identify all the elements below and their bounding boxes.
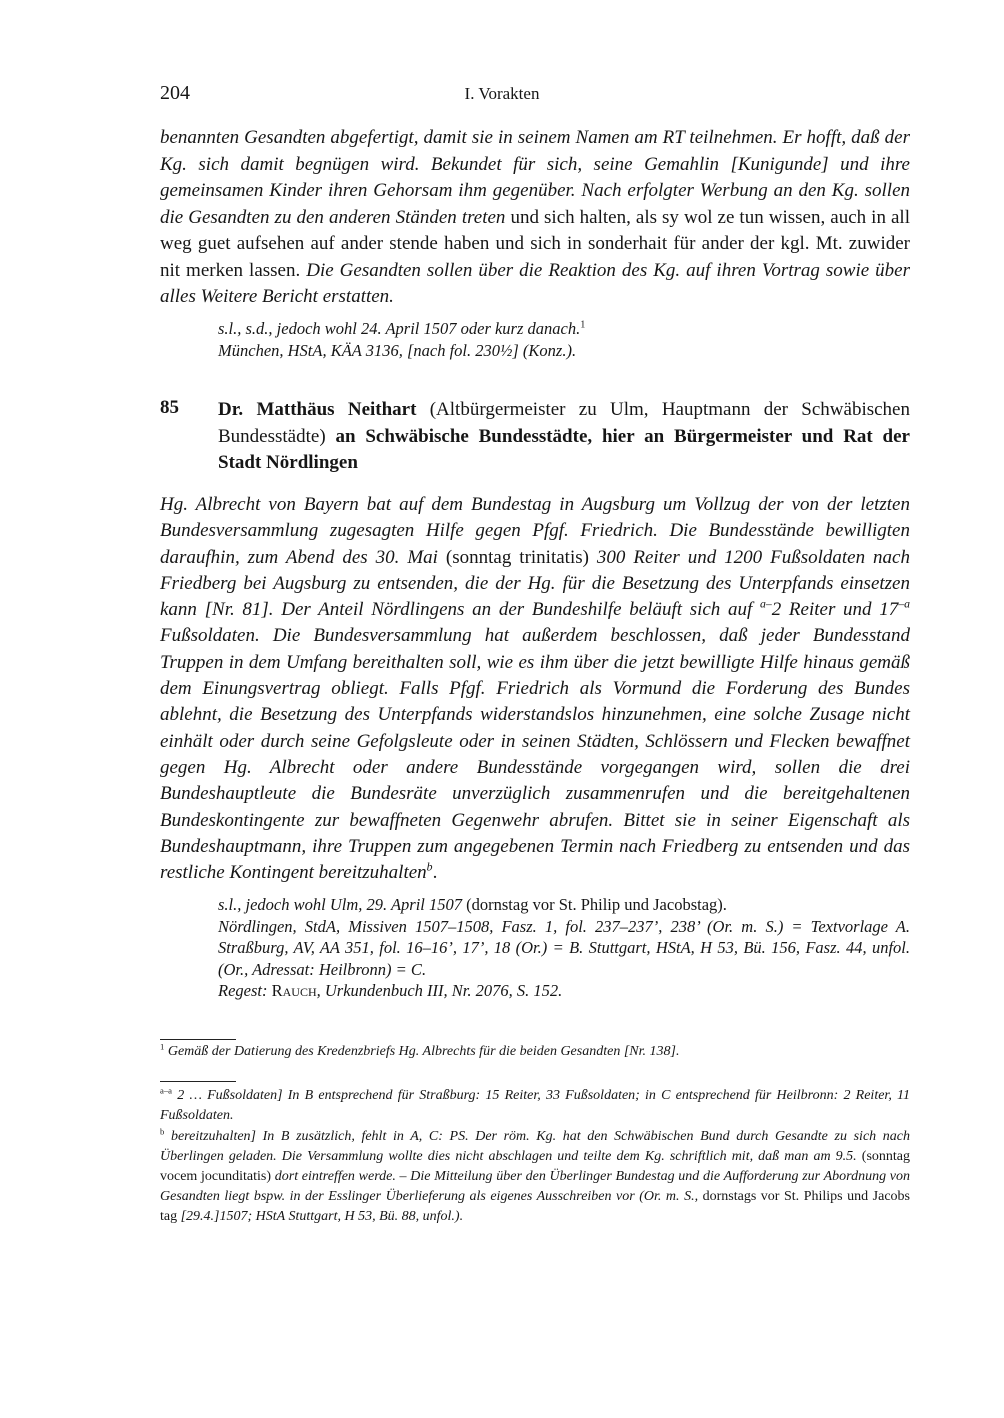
variant-note-b: $^b$ bereitzuhalten] In B zusätzlich, fehlt in A, C: PS. Der röm. Kg. hat den Schwäbischen Bund durch Gesandte zu sich nach Überlingen geladen. Die Versammlung wollte dies nicht abschlagen und teilte dem Kg. schriftlich mit, daß man am 9.5. (sonntag vocem jocunditatis) dort eintreffen werde. – Die Mitteilung über den Überlinger Bundestag und die Aufforderung zur Abordnung von Gesandten liegt bspw. in der Esslinger Überlieferung als eigenes Ausschreiben vor (Or. m. S., dornstags vor St. Philips und Jacobs tag [29.4.]1507; HStA Stuttgart, H 53, Bü. 88, unfol.). (160, 1126, 910, 1224)
document-number: 85 (160, 397, 179, 418)
source-2-archives: Nördlingen, StdA, Missiven 1507–1508, Fasz. 1, fol. 237–237’, 238’ (Or. m. S.) = Textvorlage A. Straßburg, AV, AA 351, fol. 16–16’, 17’, 18 (Or.) = B. Stuttgart, HStA, H 53, Bü. 156, Fasz. 44, unfol. (Or., Adressat: Heilbronn) = C. (218, 916, 910, 979)
footnote-divider-2 (160, 1081, 236, 1082)
source-1-date: s.l., s.d., jedoch wohl 24. April 1507 oder kurz danach.$^1$ (218, 319, 586, 338)
variant-mark-b[interactable]: b (426, 860, 433, 874)
variant-mark-a-close[interactable]: –a (898, 597, 910, 611)
source-2-regest: Regest: Rauch, Urkundenbuch III, Nr. 2076, S. 152. (218, 981, 563, 1000)
variant-mark-a-open[interactable]: a– (759, 597, 772, 611)
source-1-archive: München, HStA, KÄA 3136, [nach fol. 230½] (Konz.). (218, 340, 577, 360)
continuation-paragraph (160, 125, 910, 311)
continuation-quote: und sich halten, als sy wol ze tun wissen, auch in all weg guet aufsehen auf ander stende haben und sich in sonderhait für ander der kgl. Mt. zuwider nit merken lassen. (160, 206, 910, 281)
source-2-date: s.l., jedoch wohl Ulm, 29. April 1507 (dornstag vor St. Philip und Jacobstag). (218, 895, 727, 914)
source-block-2 (218, 894, 910, 1002)
page-number: 204 (160, 82, 190, 104)
footnote-1: $^1$ Gemäß der Datierung des Kredenzbriefs Hg. Albrechts für die beiden Gesandten [Nr. 138]. (160, 1041, 680, 1059)
running-title: I. Vorakten (464, 84, 540, 103)
footnote-divider-1 (160, 1039, 236, 1040)
footnote-ref-1[interactable]: 1 (580, 319, 586, 331)
variant-note-a: $^{a-a}$ 2 … Fußsoldaten] In B entsprechend für Straßburg: 15 Reiter, 33 Fußsoldaten; in C entsprechend für Heilbronn: 2 Reiter, 11 Fußsoldaten. (160, 1085, 910, 1123)
source-block-1 (218, 318, 910, 361)
regest-paragraph: Hg. Albrecht von Bayern bat auf dem Bundestag in Augsburg um Vollzug der von der letzten Bundesversammlung zugesagten Hilfe gegen Pfgf. Friedrich. Die Bundesstände bewilligten daraufhin, zum Abend des 30. Mai (sonntag trinitatis) 300 Reiter und 1200 Fußsoldaten nach Friedberg bei Augsburg zu entsenden, die der Hg. für die Besetzung des Unterpfands einsetzen kann [Nr. 81]. Der Anteil Nördlingens an der Bundeshilfe beläuft sich auf $^{a-}$2 Reiter und $17^{-a}$ Fußsoldaten. Die Bundesversammlung hat außerdem beschlossen, daß jeder Bundesstand Truppen in dem Umfang bereithalten soll, wie es ihm über die jetzt bewilligte Hilfe hinaus gemäß dem Einungsvertrag obliegt. Falls Pfgf. Friedrich als Vormund die Forderung des Bundes ablehnt, die Besetzung des Unterpfands widerstandslos hinzunehmen, eine solche Zusage nicht einhält oder durch seine Gefolgsleute oder in seinen Städten, Schlössern und Flecken bewaffnet gegen Hg. Albrecht oder andere Bundesstände vorgegangen wird, sollen die drei Bundeshauptleute die Bundesräte unverzüglich zusammenrufen und die bereitgehaltenen Bundeskontingente zur bewaffneten Gegenwehr abrufen. Bittet sie in seiner Eigenschaft als Bundeshauptmann, ihre Truppen zum angegebenen Termin nach Friedberg zu entsenden und das restliche Kontingent bereitzuhalten$^b$. (160, 494, 910, 884)
continuation-italic-2: Die Gesandten sollen über die Reaktion des Kg. auf ihren Vortrag sowie über alles Weitere Bericht erstatten. (160, 259, 911, 307)
continuation-italic-1: benannten Gesandten abgefertigt, damit sie in seinem Namen am RT teilnehmen. Er hofft, daß der Kg. sich damit begnügen wird. Bekundet für sich, seine Gemahlin [Kunigunde] und ihre gemeinsamen Kinder ihren Gehorsam ihm gegenüber. Nach erfolgter Werbung an den Kg. sollen die Gesandten zu den anderen Ständen treten (160, 127, 910, 228)
document-title: Dr. Matthäus Neithart (Altbürgermeister zu Ulm, Hauptmann der Schwäbischen Bundesstädte) an Schwäbische Bundesstädte, hier an Bürgermeister und Rat der Stadt Nördlingen (218, 399, 910, 473)
